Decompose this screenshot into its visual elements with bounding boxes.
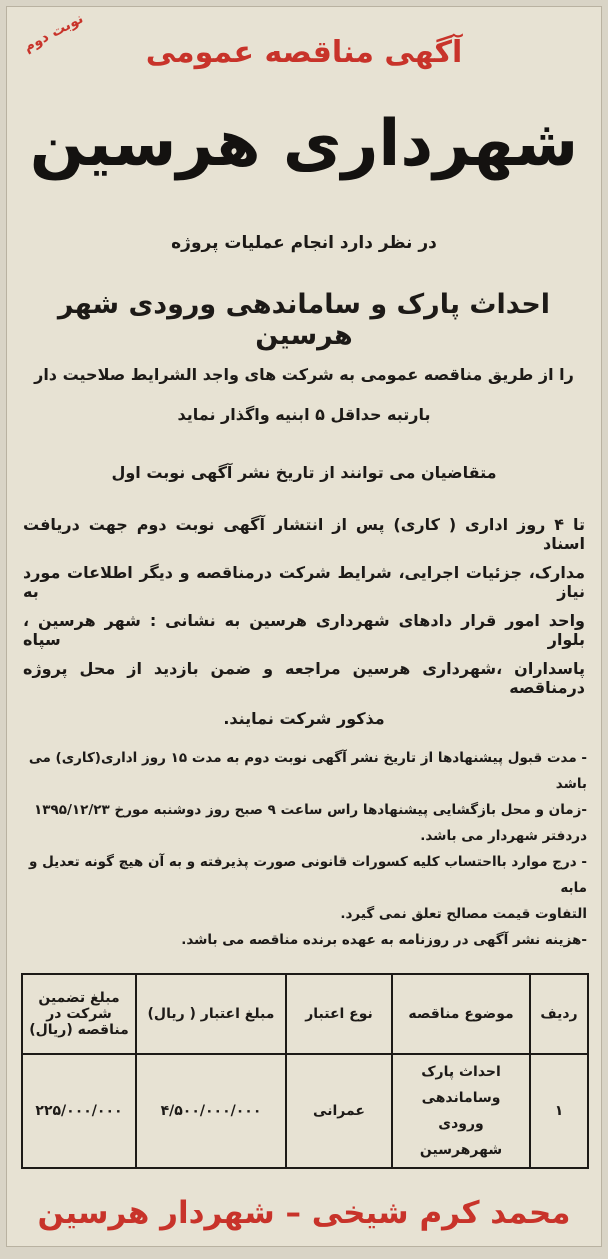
- tender-table: [21, 973, 589, 1169]
- table-header-row: [22, 974, 588, 1054]
- header-subject: موضوع مناقصه: [392, 974, 530, 1054]
- body-line-5: مدارک، جزئیات اجرایی، شرایط شرکت درمناقصه و دیگر اطلاعات مورد نیاز به: [23, 563, 585, 601]
- note-item: - درج موارد بااحتساب کلیه کسورات قانونی صورت پذیرفته و به آن هیچ گونه تعدیل و مابه: [29, 854, 587, 896]
- note-item: - مدت قبول پیشنهادها از تاریخ نشر آگهی نوبت دوم به مدت ۱۵ روز اداری(کاری) می باشد: [28, 750, 587, 792]
- municipality-title: شهرداری هرسین: [29, 107, 579, 181]
- body-line-3: متقاضیان می توانند از تاریخ نشر آگهی نوبت اول: [111, 463, 497, 482]
- note-item: التفاوت قیمت مصالح تعلق نمی گیرد.: [340, 906, 587, 922]
- note-item: -زمان و محل بازگشایی پیشنهادها راس ساعت ۹ صبح روز دوشنبه مورخ ۱۳۹۵/۱۲/۲۳: [34, 802, 587, 818]
- note-item: -هزینه نشر آگهی در روزنامه به عهده برنده مناقصه می باشد.: [181, 932, 587, 948]
- intro-text: در نظر دارد انجام عملیات پروژه: [171, 233, 437, 253]
- body-line-2: بارتبه حداقل ۵ ابنیه واگذار نماید: [177, 405, 431, 424]
- header-guarantee: مبلغ تضمین شرکت در مناقصه (ریال): [22, 974, 136, 1054]
- body-line-6: واحد امور قرار دادهای شهرداری هرسین به نشانی : شهر هرسین ، بلوار سپاه: [23, 611, 585, 649]
- header-credit-amount: مبلغ اعتبار ( ریال): [136, 974, 286, 1054]
- note-item: دردفتر شهردار می باشد.: [420, 828, 587, 844]
- table-row: [22, 1054, 588, 1168]
- second-round-stamp: نوبت دوم: [21, 10, 87, 56]
- body-line-4: تا ۴ روز اداری ( کاری) پس از انتشار آگهی نوبت دوم جهت دریافت اسناد: [23, 515, 585, 553]
- cell-credit-amount: ۴/۵۰۰/۰۰۰/۰۰۰: [136, 1054, 286, 1168]
- body-line-8: مذکور شرکت نمایند.: [223, 709, 385, 728]
- cell-credit-type: عمرانی: [286, 1054, 392, 1168]
- tender-notice-page: [6, 6, 602, 1247]
- project-title: احداث پارک و ساماندهی ورودی شهر هرسین: [57, 289, 551, 351]
- cell-subject: احداث پارک وساماندهی ورودی شهرهرسین: [392, 1054, 530, 1168]
- signature: محمد کرم شیخی – شهردار هرسین: [37, 1195, 571, 1231]
- cell-guarantee: ۲۲۵/۰۰۰/۰۰۰: [22, 1054, 136, 1168]
- cell-row-number: ۱: [530, 1054, 588, 1168]
- announcement-label: آگهی مناقصه عمومی: [145, 35, 463, 70]
- body-line-7: پاسداران ،شهرداری هرسین مراجعه و ضمن بازدید از محل پروژه درمناقصه: [23, 659, 585, 697]
- header-credit-type: نوع اعتبار: [286, 974, 392, 1054]
- body-line-1: را از طریق مناقصه عمومی به شرکت های واجد الشرایط صلاحیت دار: [34, 365, 574, 384]
- tender-notes: [21, 745, 587, 953]
- header-row-number: ردیف: [530, 974, 588, 1054]
